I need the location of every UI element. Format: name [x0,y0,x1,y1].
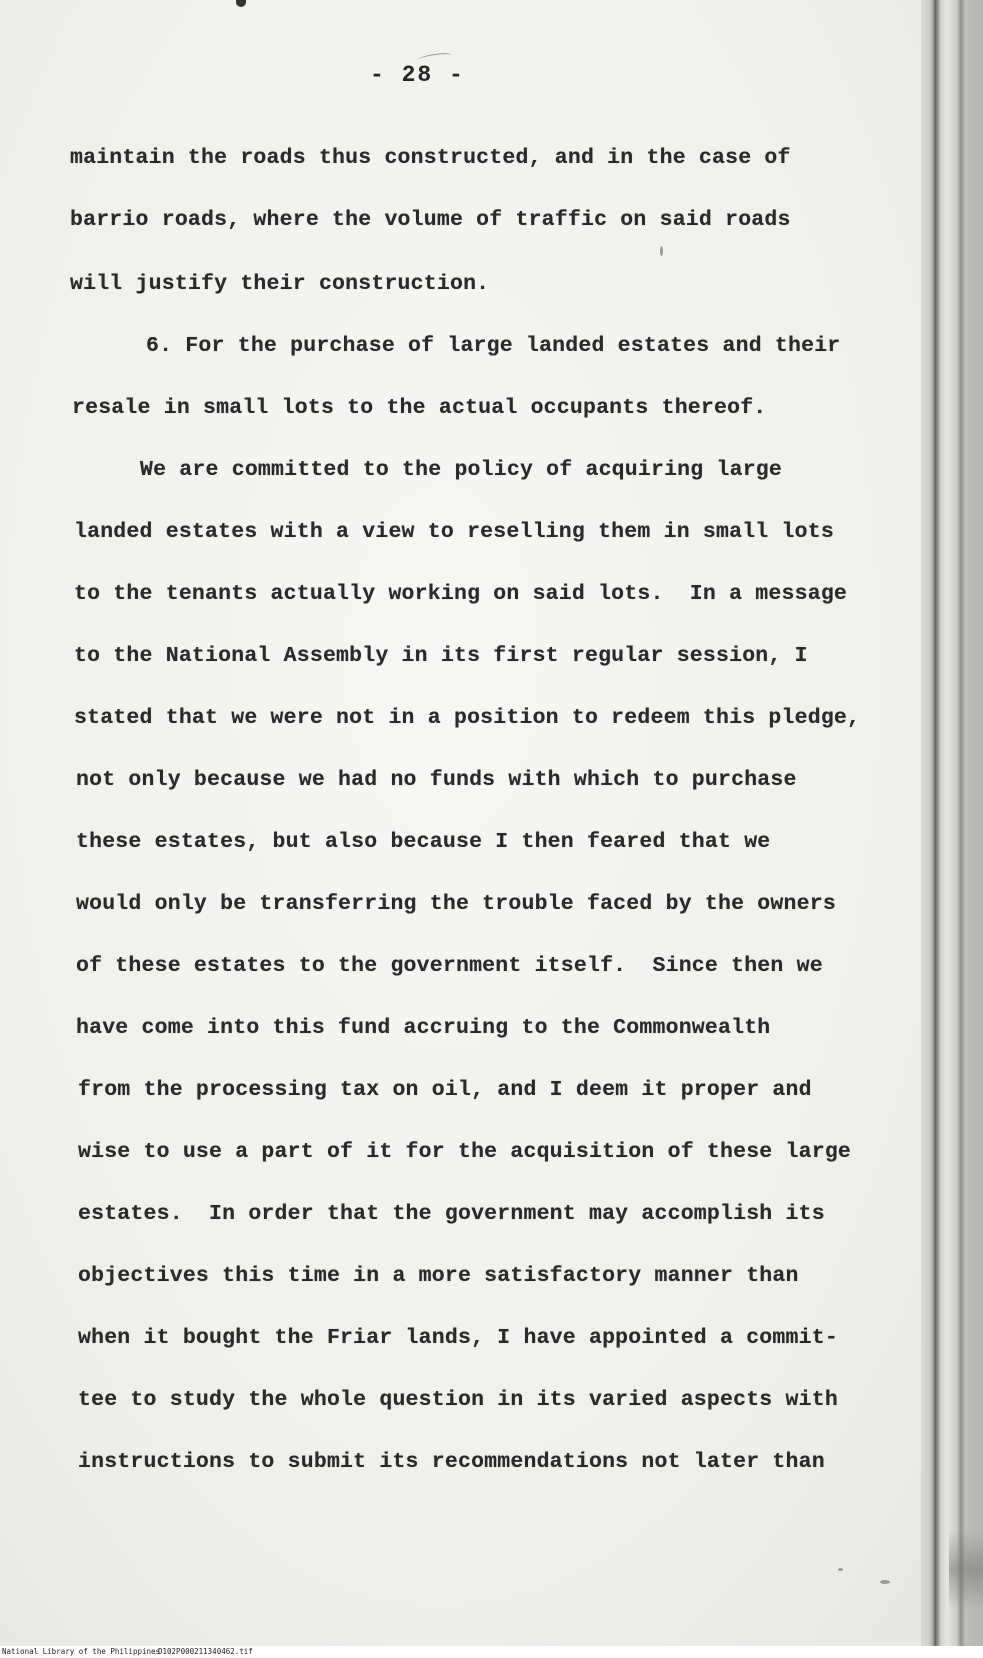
text-line-17: wise to use a part of it for the acquisition of these large [78,1140,852,1164]
punch-mark [236,0,246,7]
text-line-7: landed estates with a view to reselling them in small lots [74,520,834,544]
text-line-13: would only be transferring the trouble faced by the owners [76,892,836,916]
text-line-12: these estates, but also because I then feared that we [76,830,771,854]
text-line-9: to the National Assembly in its first regular session, I [74,644,808,668]
paper-speck [880,1580,890,1584]
footer-file-id: D102P000211340462.tif [158,1647,253,1656]
paper-speck [660,246,663,256]
text-line-19: objectives this time in a more satisfactory manner than [78,1264,799,1288]
text-line-2: barrio roads, where the volume of traffic on said roads [70,208,791,232]
text-line-5: resale in small lots to the actual occupants thereof. [72,396,767,420]
binding-stain [949,1530,983,1610]
text-line-3: will justify their construction. [70,272,490,296]
paper-speck [838,1568,843,1571]
footer-bar [0,1646,983,1658]
text-line-10: stated that we were not in a position to redeem this pledge, [74,706,861,730]
text-line-18: estates. In order that the government may accomplish its [78,1202,825,1226]
text-line-4: 6. For the purchase of large landed estates and their [146,334,841,358]
text-line-6: We are committed to the policy of acquiring large [140,458,783,482]
text-line-15: have come into this fund accruing to the Commonwealth [76,1016,771,1040]
text-line-1: maintain the roads thus constructed, and in the case of [70,146,791,170]
binding-edge [921,0,983,1658]
text-line-14: of these estates to the government itself. Since then we [76,954,823,978]
text-line-22: instructions to submit its recommendations not later than [78,1450,825,1474]
footer-institution: National Library of the Philippines [2,1647,161,1656]
page-number: - 28 - [370,62,465,88]
text-line-21: tee to study the whole question in its varied aspects with [78,1388,838,1412]
text-line-16: from the processing tax on oil, and I deem it proper and [78,1078,812,1102]
text-line-20: when it bought the Friar lands, I have appointed a commit- [78,1326,838,1350]
text-line-8: to the tenants actually working on said lots. In a message [74,582,848,606]
text-line-11: not only because we had no funds with which to purchase [76,768,797,792]
